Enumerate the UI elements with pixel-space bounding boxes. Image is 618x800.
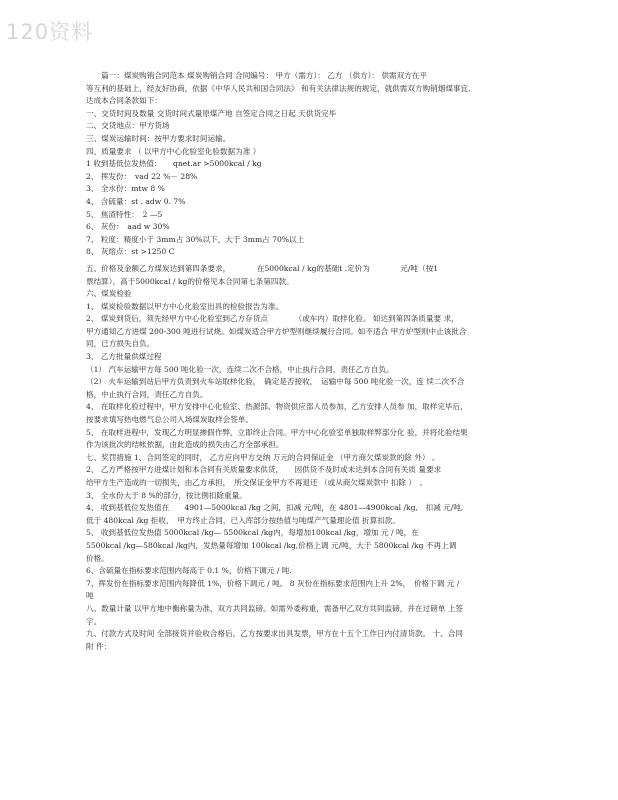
text-line: 二、交货地点：甲方货场 bbox=[86, 121, 170, 131]
text-line: 4、 含硫量：st . adw 0. 7% bbox=[86, 196, 186, 206]
text-line: 4、 收到基低位发热值在 4901—5000kcal /kg 之间，扣减 元/吨，在 4801—4900kcal /kg, 扣减 元/吨, bbox=[86, 503, 464, 513]
text-line: 4、 在取样化验过程中，甲方安排中心化验室、热源部、物资供应部人员参加，乙方安排人员参 加，取样完毕后， bbox=[86, 402, 468, 412]
text-line: 7、 粒度：精度小于 3mm占 30%以下，大于 3mm占 70%以上 bbox=[86, 234, 305, 244]
text-line: 7、挥发份在指标要求范围内每降低 1%，价格下调元 / 吨。 8 灰份在指标要求范围内上升 2%， 价格下调 元 / bbox=[86, 578, 460, 588]
text-line: 三、煤炭运输时间：按甲方要求时间运输。 bbox=[86, 133, 231, 143]
text-line: 吨 bbox=[86, 591, 94, 601]
text-line: 八、数量计量 以甲方地中衡称量为准，双方共同监磅。如需外委称重，需备甲乙双方共同监磅，并在过磅单 上签 bbox=[86, 603, 463, 613]
text-line: 3、 全水份：mtw 8 % bbox=[86, 184, 165, 194]
text-line: 5500kcal /kg—580kcal /kg内，发热量每增加 100kcal /kg,价格上调 元/吨，大于 5800kcal /kg 不再上调 bbox=[86, 540, 457, 550]
text-line: 5、 在取样进程中，发现乙方明显掺假作弊，立即终止合同。甲方中心化验室单独取样弊部分化 验，并将化验结果 bbox=[86, 427, 468, 437]
watermark-logo: 120资料 bbox=[6, 20, 94, 44]
text-line: 五、价格及金额乙方煤炭达到第四条要求， 在5000kcal / kg的基础t .定价为 元/吨（按1 bbox=[86, 263, 439, 273]
text-line: 四、质量要求 （ 以甲方中心化验室化验数据为准 ） bbox=[86, 146, 261, 156]
text-line: 1、 煤炭检验数据以甲方中心化验室出具的检验报告为准。 bbox=[86, 301, 284, 311]
text-line: 6、 灰份： aad w 30% bbox=[86, 222, 170, 232]
text-line: 一、交货时间及数量 交货时间式量原煤产地 自签定合同之日起 天供货完毕 bbox=[86, 108, 337, 118]
text-line: 给甲方生产造成的一切损失，由乙方承担， 所交保证金甲方不再退还 （或从商欠煤炭款中 扣除 ） 。 bbox=[86, 478, 428, 487]
text-line: 九、付款方式及时间 全部接货并验收合格后，乙方按要求出具发票，甲方在十五个工作日内付清货款。 十、合同 bbox=[86, 629, 463, 639]
text-line: 附 件： bbox=[86, 641, 112, 651]
contract-body bbox=[86, 70, 546, 653]
text-line: 8、 灰熔点：st >1250 C bbox=[86, 247, 175, 257]
text-line: 低于 480kcal /kg 拒收， 甲方终止合同，已入库部分按热值与吨煤产气量理论值 折算扣款。 bbox=[86, 515, 400, 525]
text-line: 5、 收到基低位发热值 5000kcal /kg— 5500kcal /kg内，每增加100kcal /kg，增加 元 / 吨，在 bbox=[86, 528, 419, 538]
text-line: 2、 乙方严格按甲方进煤计划和本合同有关质量要求供货， 因供货不及时或未达到本合同有关质 量要求 bbox=[86, 465, 442, 475]
text-line: 作为该批次的结帐依据，由此造成的损失由乙方全部承担。 bbox=[86, 440, 284, 450]
text-line: 票结算），高于5000kcal / kg的价格见本合同第七条第四款。 bbox=[86, 276, 294, 286]
text-line: 按要求填写热电燃气总公司入场煤炭取样会签单。 bbox=[86, 415, 254, 425]
text-line: 5、 焦渣特性： 2 —5 bbox=[86, 209, 163, 219]
text-line: 1 收到基低位发热值： qnet.ar >5000kcal / kg bbox=[86, 159, 262, 169]
text-line: 格，中止执行合同，责任乙方自负。 bbox=[86, 389, 208, 399]
text-line: 字。 bbox=[86, 616, 102, 626]
text-line: 甲方通知乙方进煤 200-300 吨进行试烧。如煤炭适合甲方炉型则继续履行合同。如不适合 甲方炉型则中止该批合 bbox=[86, 326, 467, 336]
text-line: 3、 乙方批量供煤过程 bbox=[86, 352, 162, 362]
text-line: 价格。 bbox=[86, 553, 109, 563]
text-line: 3、 全水份大于 8 %的部分，按比例扣除重量。 bbox=[86, 490, 247, 500]
text-line: 篇一：煤炭购销合同范本 煤炭购销合同 合同编号： 甲方（需方）： 乙方 （供方）： 供需双方在平 bbox=[86, 71, 428, 80]
text-line: 2、 煤炭到货后，须先经甲方中心化验室到乙方存货点 （或车内）取样化验。 如达到第四条质量要 求， bbox=[86, 314, 459, 324]
text-line: 达成本合同条款如下： bbox=[86, 96, 162, 106]
text-line: 6、含硫量在指标要求范围内每高于 0.1 %，价格下调元 / 吨. bbox=[86, 566, 292, 576]
text-line: 六、煤炭检验 bbox=[86, 289, 132, 299]
text-line: 七、奖罚措施 1、合同签定的同时， 乙方应向甲方交纳 万元的合同保证金 （甲方商欠煤炭款的除 外） 。 bbox=[86, 452, 440, 462]
text-line: 等互利的基础上，经友好协商，依据《中华人民共和国合同法》 和有关法律法规的规定，就供需双方购销烟煤事宜, bbox=[86, 83, 471, 93]
text-line: （2） 火车运输到站后甲方负责到火车站取样化验， 确定是否接收， 运输中每 500 吨化验一次，连 续二次不合 bbox=[86, 377, 465, 387]
text-line: 同，已方损失自负。 bbox=[86, 339, 155, 349]
text-line: 2、 挥发份： vad 22 %－ 28% bbox=[86, 171, 198, 181]
text-line: （1） 汽车运输甲方每 500 吨化验一次，连续二次不合格，中止执行合同，责任乙方自负。 bbox=[86, 364, 394, 374]
